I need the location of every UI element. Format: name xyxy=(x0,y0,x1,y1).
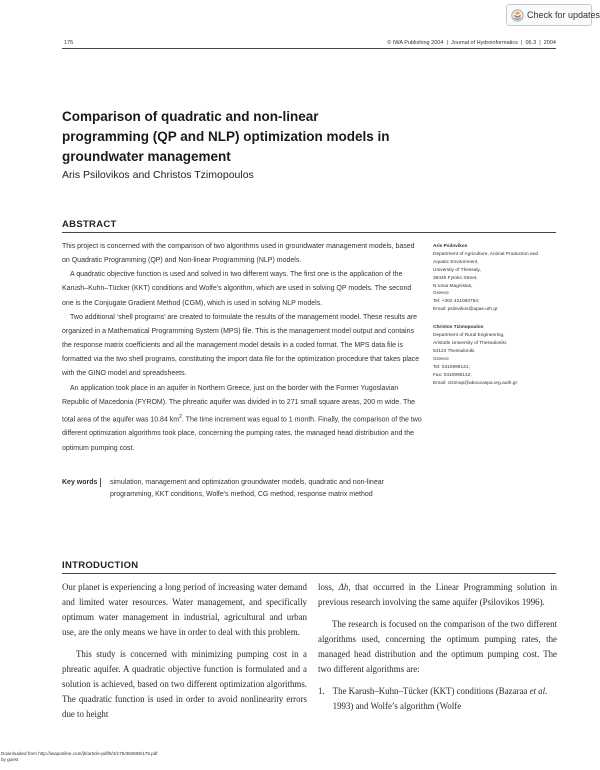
body-paragraph: The research is focused on the comparison of the two different algorithms used, concerning the optimum pumping rates, the managed head distribution and the optimum pumping cost. The two different algorithms are: xyxy=(318,619,557,674)
keywords-label: Key words xyxy=(62,479,98,486)
body-paragraph: This study is concerned with minimizing pumping cost in a phreatic aquifer. A quadratic objective function is formulated and a solution is achieved, based on two different optimization algorithms. The quadratic function is used in order to avoid nonlinearity errors due to height xyxy=(62,649,307,719)
body-text: 1993) and Wolfe’s algorithm (Wolfe xyxy=(332,701,462,711)
article-title: Comparison of quadratic and non-linear programming (QP and NLP) optimization models in groundwater management xyxy=(62,109,390,164)
body-text: The Karush–Kuhn–Tücker (KKT) conditions (Bazaraa xyxy=(332,686,530,696)
affiliation-line: Department of Rural Engineering, xyxy=(433,333,505,339)
abstract-paragraph xyxy=(62,382,422,456)
affiliation-line: Aquatic Environment, xyxy=(433,259,479,265)
affiliation-name: Christos Tzimopoulos xyxy=(433,325,484,331)
journal-name: Journal of Hydroinformatics xyxy=(450,40,518,46)
body-paragraph xyxy=(318,580,557,610)
delta-h-symbol: Δh xyxy=(338,582,349,592)
download-link[interactable]: Downloaded from http://iwaponline.com/jh/article-pdf/6/3/175/392669/175.pdf xyxy=(1,751,158,756)
journal-info xyxy=(387,40,556,46)
affiliation-line: 54124 Thessaloniki, xyxy=(433,348,476,354)
body-paragraph: Our planet is experiencing a long period of increasing water demand and limited water resources. Water management, and specifically optimum water management in industrial, agricultural and urban use, are the only means we have in order to deal with this problem. xyxy=(62,582,307,637)
affiliation-line: Tel: 0310996141; xyxy=(433,364,470,370)
keywords-separator xyxy=(100,478,101,487)
affiliation-email: Email: psilovikos@apae.uth.gr xyxy=(433,307,498,313)
check-for-updates-badge[interactable] xyxy=(506,4,600,26)
header-separator: | xyxy=(519,40,524,46)
keywords-text: simulation, management and optimization groundwater models, quadratic and non-linear programming, KKT conditions, Wolfe’s method, CG method, response matrix method xyxy=(110,479,384,498)
affiliation-line: University of Thessaly, xyxy=(433,267,481,273)
download-guest: by guest xyxy=(1,757,19,762)
affiliation-line: N.Ionia Magnisias, xyxy=(433,283,473,289)
abstract-paragraph: Two additional ‘shell programs’ are created to formulate the results of the management model. These results are organized in a Mathematical Programming System (MPS) file. This is the management model output and contains the response matrix coefficients and all the management model details in a coded format. The MPS data file is formatted via the two shell programs, constituting the import data file for the optimization procedure that takes place with the GINO model and spreadsheets. xyxy=(62,313,420,378)
abstract-body xyxy=(62,240,422,456)
superscript: 2 xyxy=(179,413,182,420)
list-number: 1. xyxy=(318,686,325,696)
list-item xyxy=(318,684,557,714)
publisher: © IWA Publishing 2004 xyxy=(387,40,444,46)
affiliation-line: Aristotle University of Thessaloniki, xyxy=(433,340,508,346)
abstract-paragraph: This project is concerned with the comparison of two algorithms used in groundwater management models, based on Quadratic Programming (QP) and Non-linear Programming (NLP) models. xyxy=(62,243,415,265)
header-separator: | xyxy=(444,40,450,46)
download-notice xyxy=(1,751,158,763)
check-for-updates-label: Check for updates xyxy=(527,10,600,20)
affiliation-name: Aris Psilovikos xyxy=(433,244,468,249)
citation-etal: et al. xyxy=(529,686,548,696)
header-divider xyxy=(62,48,556,49)
affiliation-line: 38446 Fytoko Street, xyxy=(433,275,478,281)
abstract-divider xyxy=(62,232,556,233)
spacer xyxy=(433,314,563,324)
affiliation-line: Fax: 0310996142; xyxy=(433,372,472,378)
affiliation-email: Email: ctzimop@aboucaspa.org.auth.gr xyxy=(433,380,518,386)
abstract-heading: ABSTRACT xyxy=(62,219,117,230)
body-text: , that occurred in the Linear Programming solution in previous research involving the same aquifer (Psilovikos 1996). xyxy=(318,582,557,607)
article-authors: Aris Psilovikos and Christos Tzimopoulos xyxy=(62,169,254,181)
check-for-updates-icon xyxy=(511,9,524,22)
abstract-paragraph: A quadratic objective function is used and solved in two different ways. The first one is the application of the Karush–Kuhn–Tücker (KKT) conditions and Wolfe’s algorithm, which are used in solving QP models. The second one is the Conjugate Gradient Method (CGM), which is used in solving NLP models. xyxy=(62,271,412,307)
page-number: 175 xyxy=(64,40,74,46)
affiliation-line: Department of Agriculture, Animal Production and xyxy=(433,251,539,257)
volume: 06.3 xyxy=(525,40,537,46)
introduction-heading: INTRODUCTION xyxy=(62,560,139,571)
body-text: loss, xyxy=(318,582,339,592)
abstract-text: An application took place in an aquifer in Northern Greece, just on the border with the Former Yugoslavian Republic of Macedonia (FYROM). The phreatic aquifer was divided in to 271 small square areas, 200 m wide. The total area of the aquifer was 10.84 km xyxy=(62,384,416,424)
affiliation-line: Tel: +302 421093754; xyxy=(433,299,480,305)
year: 2004 xyxy=(543,40,556,46)
affiliation-line: Greece xyxy=(433,291,449,297)
abstract-text: . The time increment was equal to 1 month. Finally, the comparison of the two different optimization algorithms took place, concerning the pumping rates, the managed head distribution and the optimum pumping cost. xyxy=(62,416,422,452)
list-text xyxy=(333,684,557,714)
author-affiliations xyxy=(433,243,563,387)
header-separator: | xyxy=(537,40,543,46)
introduction-divider xyxy=(62,573,556,574)
affiliation-line: Greece xyxy=(433,356,449,362)
right-column xyxy=(318,580,557,714)
left-column xyxy=(62,580,307,729)
